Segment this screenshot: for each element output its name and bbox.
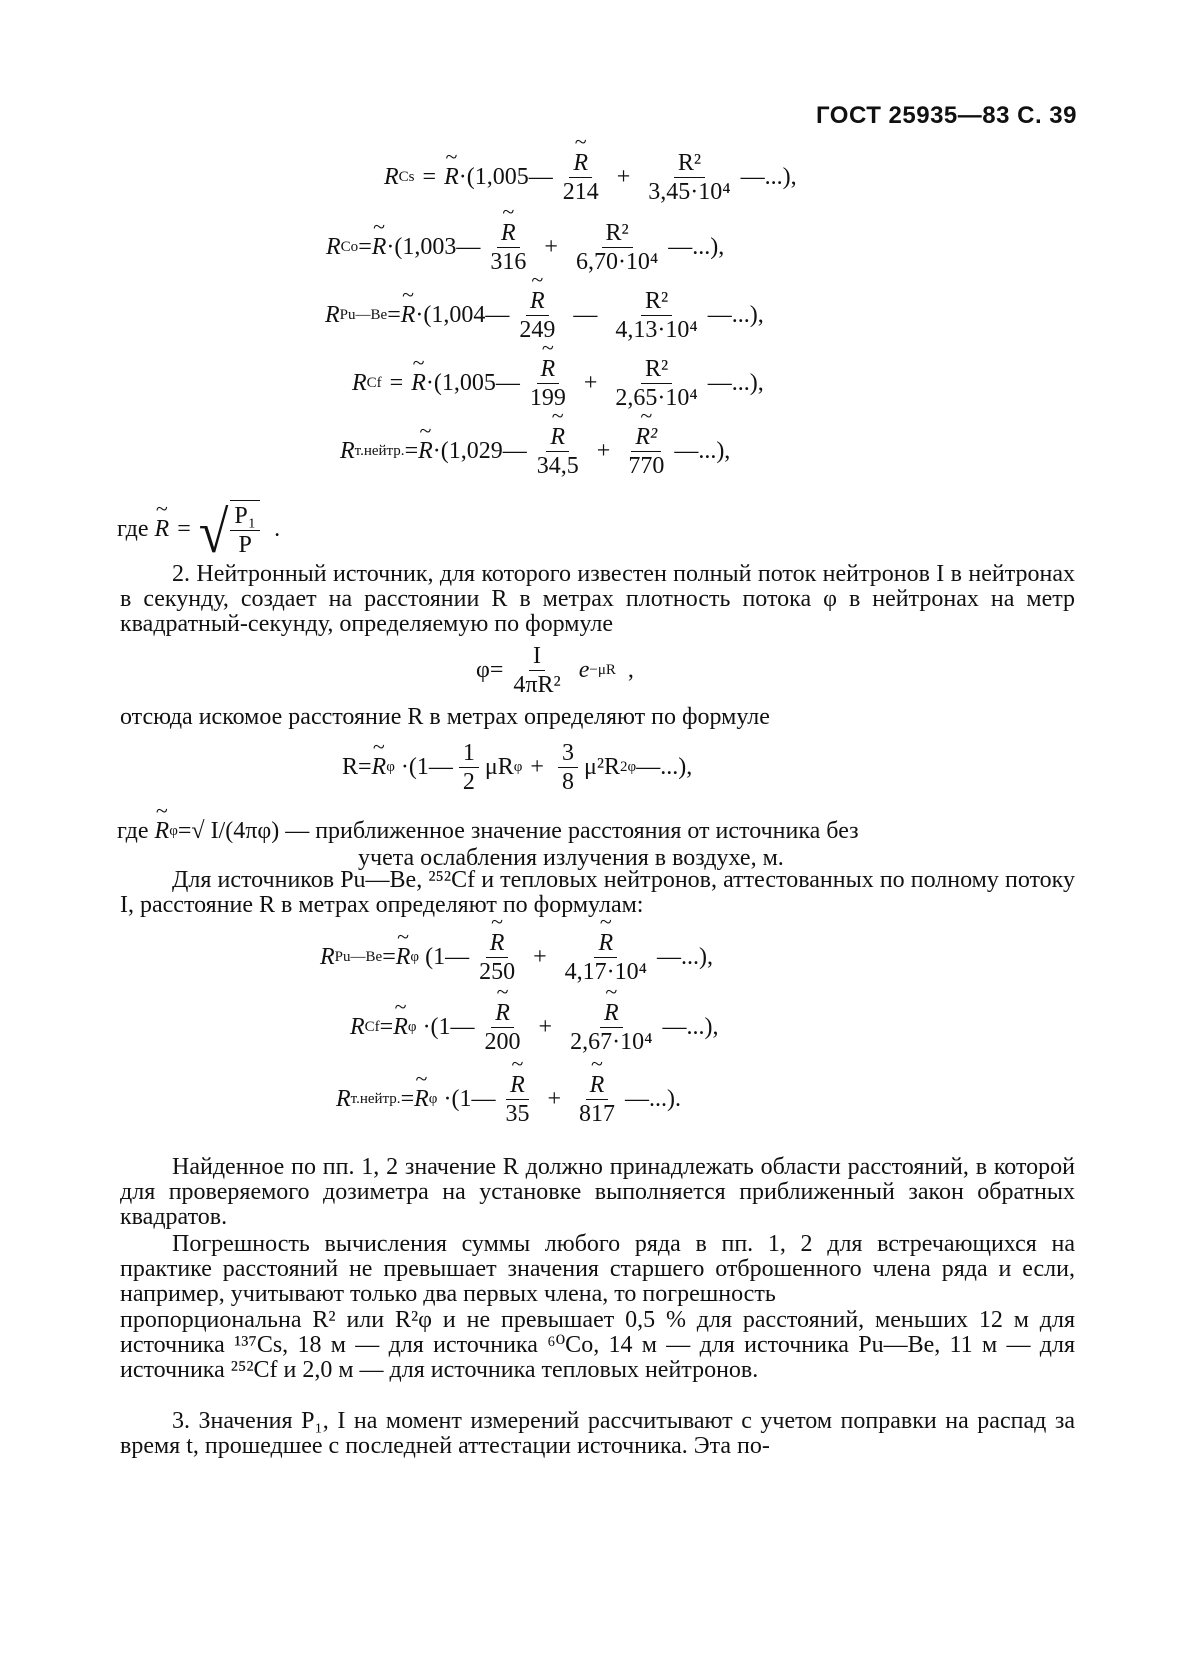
- paragraph-8: 3. Значения P₁, I на момент измерений рассчитывают с учетом поправки на распад за время t, прошедшее с последней аттестации источника. Эта по-: [120, 1408, 1075, 1459]
- formula2-cf: R Cf = ~ R φ ·(1— ~ $\frac{R}{200}$ + ~ $\frac{R}{\text{2,67·10⁴}}$ —...),: [350, 1000, 718, 1056]
- formula-phi: φ= $\frac{I}{\text{4πR²}}$ e −μR ,: [476, 643, 634, 699]
- paragraph-7: пропорциональна R² или R²φ и не превышает 0,5 % для расстояний, меньших 12 м для источника ¹³⁷Cs, 18 м — для источника ⁶⁰Co, 14 м — для источника Pu—Be, 11 м — для источника ²⁵²Cf и 2,0 м — для источника тепловых нейтронов.: [120, 1307, 1075, 1383]
- formula-r: R= ~ R φ ·(1— $\frac{1}{2}$ μR φ + $\frac{3}{8}$ μ²R 2 φ —...),: [342, 740, 692, 796]
- where-r-definition: где ~ R = √ $\frac{\text{P₁}}{P}$ .: [117, 500, 280, 559]
- formula-thermal: R т.нейтр. = ~ R ·(1,029— ~ $\frac{R}{34,5}$ + ~ $\frac{\text{R²}}{770}$ —...),: [340, 424, 730, 480]
- where-r-phi-definition: где ~ R φ =√ I/(4πφ) — приближенное значение расстояния от источника без: [117, 818, 859, 845]
- formula2-thermal: R т.нейтр. = ~ R φ ·(1— ~ $\frac{R}{35}$ + ~ $\frac{R}{817}$ —...).: [336, 1072, 681, 1128]
- paragraph-4: Для источников Pu—Be, ²⁵²Cf и тепловых нейтронов, аттестованных по полному потоку I, расстояние R в метрах определяют по формулам:: [120, 867, 1075, 918]
- sqrt-icon: √: [198, 498, 229, 565]
- formula-cs: R Cs = ~ R ·(1,005— ~ $\frac{R}{214}$ + $\frac{\text{R²}}{\text{3,45·10⁴}}$ —...),: [384, 150, 797, 206]
- paragraph-3: отсюда искомое расстояние R в метрах определяют по формуле: [120, 704, 770, 730]
- formula-pube: R Pu—Be = ~ R ·(1,004— ~ $\frac{R}{249}$ — $\frac{\text{R²}}{\text{4,13·10⁴}}$ —...),: [325, 288, 764, 344]
- paragraph-2: 2. Нейтронный источник, для которого известен полный поток нейтронов I в нейтронах в секунду, создает на расстоянии R в метрах плотность потока φ в нейтронах на метр квадратный-секунду, определяемую по формуле: [120, 561, 1075, 637]
- formula-cf: R Cf = ~ R ·(1,005— ~ $\frac{R}{199}$ + $\frac{\text{R²}}{\text{2,65·10⁴}}$ —...),: [352, 356, 764, 412]
- formula2-pube: R Pu—Be = ~ R φ (1— ~ $\frac{R}{250}$ + ~ $\frac{R}{\text{4,17·10⁴}}$ —...),: [320, 930, 713, 986]
- where-r-phi-continuation: учета ослабления излучения в воздухе, м.: [358, 845, 784, 871]
- formula-co: R Co = ~ R ·(1,003— ~ $\frac{R}{316}$ + $\frac{\text{R²}}{\text{6,70·10⁴}}$ —...),: [326, 220, 724, 276]
- paragraph-5: Найденное по пп. 1, 2 значение R должно принадлежать области расстояний, в которой для проверяемого дозиметра на установке выполняется приближенный закон обратных квадратов.: [120, 1154, 1075, 1230]
- page-header: ГОСТ 25935—83 С. 39: [816, 102, 1077, 129]
- paragraph-6: Погрешность вычисления суммы любого ряда в пп. 1, 2 для встречающихся на практике расстояний не превышает значения старшего отброшенного члена ряда и если, например, учитывают только два первых члена, то погрешность: [120, 1231, 1075, 1307]
